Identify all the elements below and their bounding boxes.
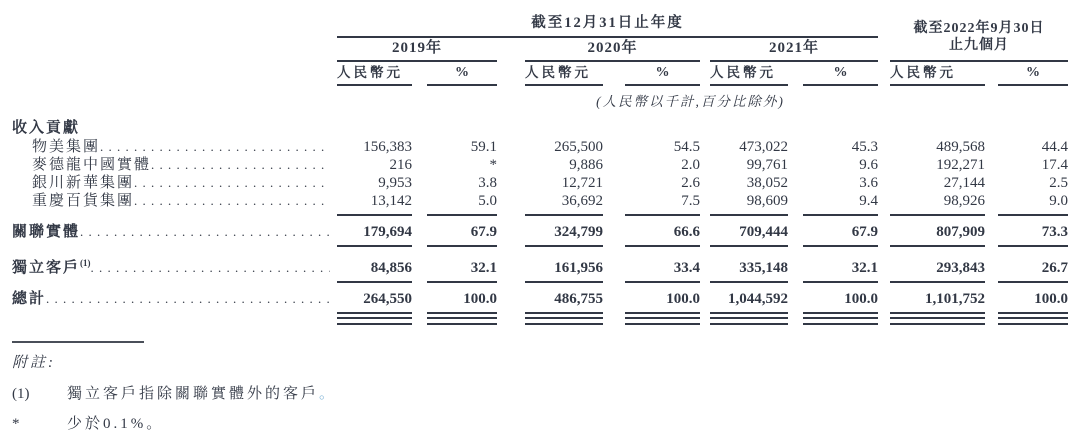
cell-2022-pct: 26.7	[998, 259, 1068, 283]
row-label-cell	[12, 138, 330, 156]
section-title: 收入貢獻	[12, 120, 81, 136]
row-label-cell	[12, 156, 330, 174]
cell-2022-pct: 100.0	[998, 290, 1068, 314]
cell-2022-rmb: 192,271	[936, 157, 985, 173]
row-label-text: 獨立客戶	[12, 260, 81, 276]
cell-2021-pct: 45.3	[851, 139, 878, 155]
double-rule	[337, 317, 412, 325]
row-label-cell	[12, 192, 330, 210]
cell-2019-pct: *	[489, 157, 497, 173]
cell-2022-rmb: 489,568	[936, 139, 985, 155]
footnote-terminator-highlighted: 。	[319, 386, 335, 402]
cell-2019-pct: 59.1	[470, 139, 497, 155]
cell-2019-pct: 67.9	[427, 223, 497, 247]
dot-leaders	[134, 174, 330, 192]
cell-2019-rmb: 216	[389, 157, 412, 173]
footnote-marker: (1)	[12, 386, 30, 402]
row-label: 銀川新華集團	[32, 175, 135, 191]
year-2019-header: 2019年	[337, 36, 497, 62]
col-header-rmb-2020: 人民幣元	[525, 61, 603, 86]
cell-2021-rmb: 99,761	[746, 157, 788, 173]
year-2021-header: 2021年	[710, 36, 878, 62]
dot-leaders	[134, 192, 330, 210]
row-label: 重慶百貨集團	[32, 193, 135, 209]
row-label	[12, 254, 91, 277]
double-rule	[710, 317, 788, 325]
row-label-cell	[12, 254, 330, 277]
col-header-rmb-2019: 人民幣元	[337, 61, 412, 86]
row-label-cell	[12, 174, 330, 192]
cell-2020-pct: 7.5	[625, 192, 700, 216]
year-group-header: 截至12月31日止年度	[337, 11, 878, 38]
col-header-rmb-2021: 人民幣元	[710, 61, 788, 86]
cell-2021-pct: 32.1	[803, 259, 878, 283]
cell-2021-pct: 9.4	[803, 192, 878, 216]
row-label-cell	[12, 223, 330, 241]
double-rule	[427, 317, 497, 325]
cell-2022-rmb: 1,101,752	[890, 290, 985, 314]
col-header-pct-2020: %	[625, 65, 700, 86]
col-header-pct-2021: %	[803, 65, 878, 86]
dot-leaders	[46, 290, 330, 308]
cell-2020-rmb: 324,799	[525, 223, 603, 247]
double-rule	[890, 317, 985, 325]
col-header-rmb-2022: 人民幣元	[890, 61, 985, 86]
nine-month-group-header	[890, 8, 1068, 58]
footnote-item-asterisk	[12, 412, 1068, 433]
subtotal-row-independent-customers	[12, 247, 1068, 283]
cell-2021-pct: 3.6	[859, 175, 878, 191]
table-row	[12, 156, 1068, 174]
cell-2022-pct: 17.4	[1041, 157, 1068, 173]
cell-2022-pct: 2.5	[1049, 175, 1068, 191]
row-label: 麥德龍中國實體	[32, 157, 152, 173]
cell-2021-rmb: 473,022	[739, 139, 788, 155]
double-rule	[998, 317, 1068, 325]
double-rule	[803, 317, 878, 325]
cell-2021-rmb: 1,044,592	[710, 290, 788, 314]
footnote-item-1	[12, 382, 1068, 403]
cell-2020-pct: 2.6	[681, 175, 700, 191]
section-header-row	[12, 118, 1068, 138]
cell-2019-pct: 32.1	[427, 259, 497, 283]
cell-2021-pct: 100.0	[803, 290, 878, 314]
cell-2019-rmb: 84,856	[337, 259, 412, 283]
footnote-text: 少於0.1%	[67, 416, 147, 432]
cell-2022-rmb: 807,909	[890, 223, 985, 247]
footnote-text: 獨立客戶指除關聯實體外的客戶	[67, 386, 320, 402]
table-row	[12, 174, 1068, 192]
dot-leaders	[151, 156, 330, 174]
cell-2019-rmb: 13,142	[337, 192, 412, 216]
footnote-terminator: 。	[146, 416, 162, 432]
row-label-cell	[12, 290, 330, 308]
dot-leaders	[100, 138, 330, 156]
cell-2020-rmb: 265,500	[554, 139, 603, 155]
subtotal-row-related-entities	[12, 216, 1068, 247]
nine-month-header-line2: 止九個月	[949, 38, 1009, 53]
cell-2020-pct: 66.6	[625, 223, 700, 247]
double-rule	[625, 317, 700, 325]
row-label: 總計	[12, 291, 47, 307]
total-double-rule-row	[12, 317, 1068, 325]
cell-2019-pct: 3.8	[478, 175, 497, 191]
unit-note-row	[12, 86, 1068, 110]
cell-2021-rmb: 98,609	[710, 192, 788, 216]
total-row	[12, 283, 1068, 314]
cell-2022-rmb: 27,144	[943, 175, 985, 191]
cell-2022-pct: 9.0	[998, 192, 1068, 216]
dot-leaders	[91, 259, 330, 277]
cell-2020-pct: 54.5	[673, 139, 700, 155]
cell-2022-rmb: 98,926	[890, 192, 985, 216]
double-rule-spacer	[12, 317, 330, 325]
cell-2022-rmb: 293,843	[890, 259, 985, 283]
footnote-ref: (1)	[80, 258, 91, 268]
cell-2019-rmb: 264,550	[337, 290, 412, 314]
footnote-marker: *	[12, 416, 20, 432]
cell-2019-pct: 5.0	[427, 192, 497, 216]
footnotes-title: 附註:	[12, 355, 56, 371]
cell-2021-rmb: 38,052	[746, 175, 788, 191]
table-row	[12, 138, 1068, 156]
cell-2020-rmb: 36,692	[525, 192, 603, 216]
cell-2020-rmb: 161,956	[525, 259, 603, 283]
col-header-pct-2019: %	[427, 65, 497, 86]
cell-2021-rmb: 709,444	[710, 223, 788, 247]
cell-2019-rmb: 9,953	[378, 175, 412, 191]
table-header	[12, 8, 1068, 110]
table-row	[12, 192, 1068, 216]
cell-2019-rmb: 156,383	[363, 139, 412, 155]
cell-2021-rmb: 335,148	[710, 259, 788, 283]
cell-2020-rmb: 9,886	[569, 157, 603, 173]
cell-2021-pct: 67.9	[803, 223, 878, 247]
col-header-pct-2022: %	[998, 65, 1068, 86]
cell-2020-rmb: 12,721	[561, 175, 603, 191]
dot-leaders	[80, 223, 330, 241]
unit-note: (人民幣以千計,百分比除外)	[596, 94, 785, 109]
nine-month-header-line1: 截至2022年9月30日	[913, 21, 1045, 36]
year-2020-header: 2020年	[525, 36, 700, 62]
footnote-divider	[12, 341, 144, 343]
row-label: 關聯實體	[12, 224, 81, 240]
cell-2020-rmb: 486,755	[525, 290, 603, 314]
cell-2021-pct: 9.6	[859, 157, 878, 173]
row-label: 物美集團	[32, 139, 101, 155]
cell-2019-pct: 100.0	[427, 290, 497, 314]
cell-2019-rmb: 179,694	[337, 223, 412, 247]
cell-2022-pct: 73.3	[998, 223, 1068, 247]
cell-2020-pct: 100.0	[625, 290, 700, 314]
double-rule	[525, 317, 603, 325]
section-header-label	[12, 118, 330, 138]
cell-2020-pct: 2.0	[681, 157, 700, 173]
header-columns-row	[12, 62, 1068, 86]
cell-2020-pct: 33.4	[625, 259, 700, 283]
cell-2022-pct: 44.4	[1041, 139, 1068, 155]
